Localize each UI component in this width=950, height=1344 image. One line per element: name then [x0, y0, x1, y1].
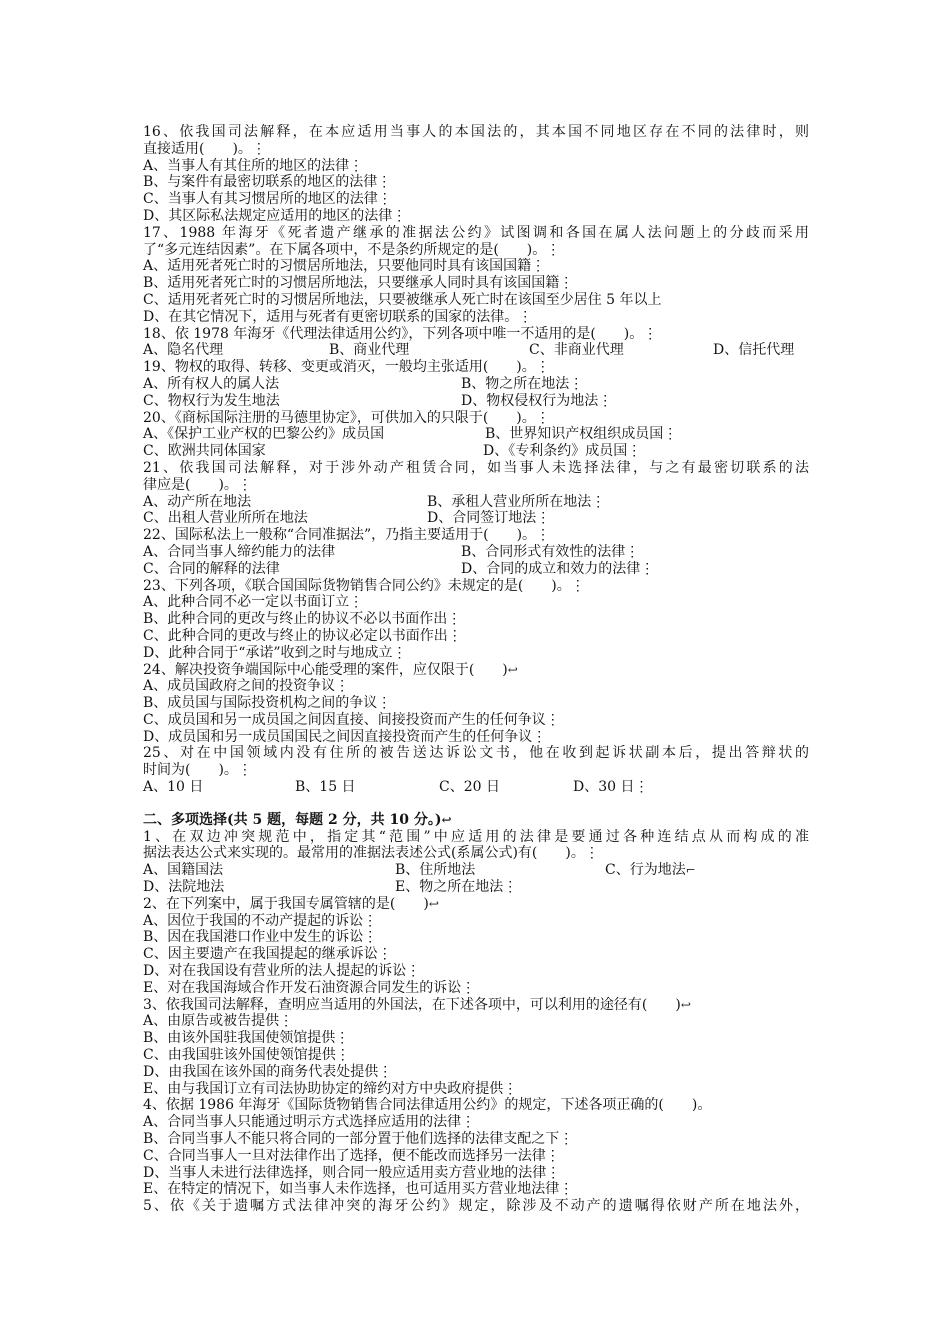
question-17-stem-line1: 17、1988 年海牙《死者遗产继承的准据法公约》试图调和各国在属人法问题上的分歧而采用 — [143, 224, 809, 241]
question-22-option-c: C、合同的解释的法律 — [143, 560, 280, 577]
question-23-option-a: A、此种合同不必一定以书面订立⋮ — [143, 594, 364, 611]
question-19-option-c: C、物权行为发生地法 — [143, 392, 280, 409]
question-19-option-a: A、所有权人的属人法 — [143, 375, 280, 392]
question-21-option-c: C、出租人营业所所在地法 — [143, 510, 308, 527]
question-25-stem-line1: 25、对在中国领域内没有住所的被告送达诉讼文书，他在收到起诉状副本后，提出答辩状的 — [143, 745, 809, 762]
question-16-stem-line2: 直接适用( )。⋮ — [143, 140, 266, 157]
question-25-option-d: D、30 日⋮ — [573, 779, 649, 796]
corner-mark-icon: ⌐ — [685, 863, 696, 878]
question-22-options-row1 — [143, 544, 809, 561]
question-21-options-row1 — [143, 494, 809, 511]
multi-question-4-stem: 4、依据 1986 年海牙《国际货物销售合同法律适用公约》的规定，下述各项正确的( )。 — [143, 1097, 712, 1114]
question-17-option-a: A、适用死者死亡时的习惯居所地法，只要他同时具有该国国籍⋮ — [143, 258, 546, 275]
question-23-option-c: C、此种合同的更改与终止的协议必定以书面作出⋮ — [143, 627, 462, 644]
multi-question-4-option-b: B、合同当事人不能只将合同的一部分置于他们选择的法律支配之下⋮ — [143, 1131, 574, 1148]
return-arrow-icon: ↩ — [507, 662, 518, 677]
question-17-option-d: D、在其它情况下，适用与死者有更密切联系的国家的法律。⋮ — [143, 308, 533, 325]
question-24-option-d: D、成员国和另一成员国国民之间因直接投资而产生的任何争议⋮ — [143, 728, 547, 745]
section-2-title: 二、多项选择(共 5 题，每题 2 分，共 10 分。) — [143, 811, 442, 828]
multi-question-3-option-d: D、由我国在该外国的商务代表处提供⋮ — [143, 1063, 393, 1080]
multi-question-3-option-c: C、由我国驻该外国使领馆提供⋮ — [143, 1047, 350, 1064]
question-16-stem-line1: 16、依我国司法解释，在本应适用当事人的本国法的，其本国不同地区存在不同的法律时，则 — [143, 124, 809, 140]
multi-question-3-option-e: E、由与我国订立有司法协助协定的缔约对方中央政府提供⋮ — [143, 1080, 518, 1097]
question-22-option-b: B、合同形式有效性的法律⋮ — [461, 543, 640, 560]
multi-question-4-option-d: D、当事人未进行法律选择，则合同一般应适用卖方营业地的法律⋮ — [143, 1164, 561, 1181]
question-18-options — [143, 342, 809, 359]
question-16-option-a: A、当事人有其住所的地区的法律⋮ — [143, 157, 364, 174]
multi-question-3-stem-line — [143, 997, 809, 1014]
question-20-options-row2 — [143, 443, 809, 460]
question-24-stem: 24、解决投资争端国际中心能受理的案件，应仅限于( ) — [143, 661, 508, 678]
multi-question-2-option-a: A、因位于我国的不动产提起的诉讼⋮ — [143, 912, 378, 929]
question-17-stem-line2: 了“多元连结因素”。在下属各项中，不是条约所规定的是( )。⋮ — [143, 241, 561, 258]
question-19-options-row1 — [143, 376, 809, 393]
multi-question-2-option-e: E、对在我国海域合作开发石油资源合同发生的诉讼⋮ — [143, 979, 476, 996]
question-21-option-a: A、动产所在地法 — [143, 493, 252, 510]
document-body — [143, 124, 809, 1215]
question-18-option-b: B、商业代理 — [329, 342, 410, 359]
multi-question-3-option-a: A、由原告或被告提供⋮ — [143, 1013, 294, 1030]
multi-question-2-option-c: C、因主要遗产在我国提起的继承诉讼⋮ — [143, 946, 392, 963]
question-19-options-row2 — [143, 393, 809, 410]
multi-question-1-option-e: E、物之所在地法⋮ — [395, 879, 518, 896]
question-18-option-d: D、信托代理 — [713, 342, 795, 359]
question-24-option-b: B、成员国与国际投资机构之间的争议⋮ — [143, 695, 392, 712]
question-17-option-c: C、适用死者死亡时的习惯居所地法，只要被继承人死亡时在该国至少居住 5 年以上 — [143, 291, 662, 308]
question-19-option-b: B、物之所在地法⋮ — [461, 375, 584, 392]
multi-question-4-option-e: E、在特定的情况下，如当事人未作选择，也可适用买方营业地法律⋮ — [143, 1181, 574, 1198]
question-20-options-row1 — [143, 426, 809, 443]
question-23-option-d: D、此种合同于“承诺”收到之时与地成立⋮ — [143, 644, 407, 661]
question-18-stem: 18、依 1978 年海牙《代理法律适用公约》，下列各项中唯一不适用的是( )。⋮ — [143, 325, 658, 342]
section-spacer — [143, 796, 809, 812]
multi-question-1-option-d: D、法院地法 — [143, 879, 225, 896]
question-16-option-b: B、与案件有最密切联系的地区的法律⋮ — [143, 174, 392, 191]
question-25-options — [143, 779, 809, 796]
multi-question-1-option-c-wrap — [605, 862, 696, 879]
multi-question-2-option-b: B、因在我国港口作业中发生的诉讼⋮ — [143, 929, 378, 946]
question-17-option-b: B、适用死者死亡时的习惯居所地法，只要继承人同时具有该国国籍⋮ — [143, 275, 574, 292]
return-arrow-icon: ↩ — [428, 896, 439, 911]
multi-question-1-options-row2 — [143, 879, 809, 896]
question-21-option-d: D、合同签订地法⋮ — [427, 510, 551, 527]
multi-question-3-stem: 3、依我国司法解释，查明应当适用的外国法，在下述各项中，可以利用的途径有( ) — [143, 996, 681, 1013]
question-16-option-c: C、当事人有其习惯居所的地区的法律⋮ — [143, 191, 392, 208]
question-20-stem: 20、《商标国际注册的马德里协定》，可供加入的只限于( )。⋮ — [143, 409, 550, 426]
question-21-stem-line2: 律应是( )。⋮ — [143, 476, 252, 493]
question-22-stem: 22、国际私法上一般称“合同准据法”，乃指主要适用于( )。⋮ — [143, 527, 551, 544]
multi-question-4-option-a: A、合同当事人只能通过明示方式选择应适用的法律⋮ — [143, 1114, 476, 1131]
question-21-options-row2 — [143, 510, 809, 527]
question-19-option-d: D、物权侵权行为地法⋮ — [461, 392, 613, 409]
question-18-option-c: C、非商业代理 — [529, 342, 624, 359]
return-arrow-icon: ↩ — [441, 812, 452, 827]
question-25-option-c: C、20 日 — [439, 779, 500, 796]
question-21-stem-line1: 21、依我国司法解释，对于涉外动产租赁合同，如当事人未选择法律，与之有最密切联系的法 — [143, 459, 809, 476]
multi-question-2-option-d: D、对在我国设有营业所的法人提起的诉讼⋮ — [143, 963, 421, 980]
question-20-option-c: C、欧洲共同体国家 — [143, 443, 266, 460]
section-2-heading-line — [143, 812, 809, 829]
multi-question-3-option-b: B、由该外国驻我国使领馆提供⋮ — [143, 1030, 350, 1047]
question-22-option-a: A、合同当事人缔约能力的法律 — [143, 543, 336, 560]
multi-question-4-option-c: C、合同当事人一旦对法律作出了选择，便不能改而选择另一法律⋮ — [143, 1147, 560, 1164]
question-20-option-b: B、世界知识产权组织成员国⋮ — [485, 426, 678, 443]
multi-question-5-stem: 5、依《关于遗嘱方式法律冲突的海牙公约》规定，除涉及不动产的遗嘱得依财产所在地法外， — [143, 1198, 809, 1215]
question-25-option-b: B、15 日 — [295, 779, 356, 796]
multi-question-1-option-a: A、国籍国法 — [143, 862, 224, 879]
question-24-stem-line — [143, 662, 809, 679]
multi-question-1-stem-line2: 据法表达公式来实现的。最常用的准据法表述公式(系属公式)有( )。⋮ — [143, 845, 599, 862]
question-20-option-d: D、《专利条约》成员国⋮ — [483, 443, 642, 460]
question-25-stem-line2: 时间为( )。⋮ — [143, 762, 252, 779]
question-22-options-row2 — [143, 561, 809, 578]
question-18-option-a: A、隐名代理 — [143, 342, 224, 359]
question-16-option-d: D、其区际私法规定应适用的地区的法律⋮ — [143, 207, 407, 224]
question-22-option-d: D、合同的成立和效力的法律⋮ — [461, 560, 655, 577]
question-23-stem: 23、下列各项，《联合国国际货物销售合同公约》未规定的是( )。⋮ — [143, 577, 585, 594]
question-19-stem: 19、物权的取得、转移、变更或消灭，一般均主张适用( )。⋮ — [143, 359, 550, 376]
question-20-option-a: A、《保护工业产权的巴黎公约》成员国 — [143, 426, 385, 443]
question-21-option-b: B、承租人营业所所在地法⋮ — [427, 493, 606, 510]
question-23-option-b: B、此种合同的更改与终止的协议不必以书面作出⋮ — [143, 611, 462, 628]
multi-question-1-option-c: C、行为地法 — [605, 862, 686, 879]
multi-question-1-options-row1 — [143, 862, 809, 879]
question-24-option-c: C、成员国和另一成员国之间因直接、间接投资而产生的任何争议⋮ — [143, 711, 560, 728]
multi-question-1-stem-line1: 1、在双边冲突规范中，指定其“范围”中应适用的法律是要通过各种连结点从而构成的准 — [143, 828, 809, 845]
question-24-option-a: A、成员国政府之间的投资争议⋮ — [143, 678, 350, 695]
return-arrow-icon: ↩ — [680, 997, 691, 1012]
question-25-option-a: A、10 日 — [143, 779, 204, 796]
multi-question-2-stem-line — [143, 896, 809, 913]
multi-question-1-option-b: B、住所地法 — [395, 862, 476, 879]
multi-question-2-stem: 2、在下列案中，属于我国专属管辖的是( ) — [143, 895, 429, 912]
